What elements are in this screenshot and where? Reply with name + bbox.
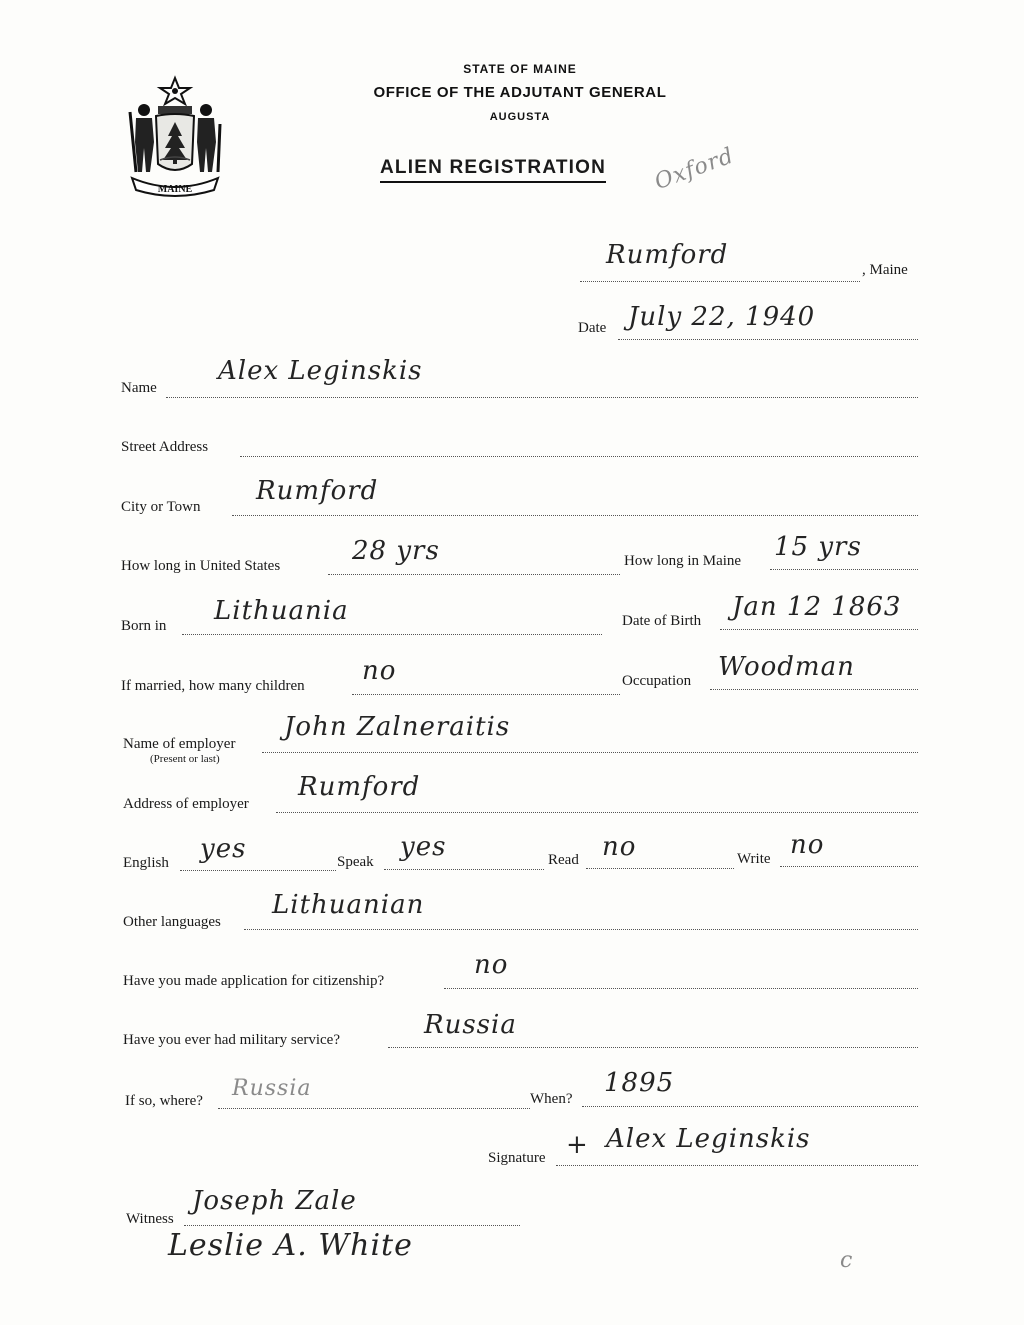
signature-line [556,1165,918,1166]
name-value: Alex Leginskis [218,356,423,386]
born-in-label: Born in [121,618,167,634]
read-line [586,868,734,869]
employer-label: Name of employer [123,736,236,752]
dob-label: Date of Birth [622,613,702,629]
military-line [388,1047,918,1048]
signature-mark: + [566,1130,589,1160]
dob-value: Jan 12 1863 [732,592,902,622]
english-label: English [123,855,169,871]
years-us-value: 28 yrs [352,536,440,566]
city-heading: AUGUSTA [489,111,551,123]
place-line [580,281,860,282]
when-line [582,1106,918,1107]
street-address-label: Street Address [121,439,209,455]
employer-value: John Zalneraitis [284,712,511,742]
born-in-value: Lithuania [214,596,349,626]
write-label: Write [737,851,771,867]
children-label: If married, how many children [121,678,305,694]
witness-label: Witness [126,1211,174,1227]
place-suffix: , Maine [862,262,908,278]
employer-line [262,752,918,753]
form-title: ALIEN REGISTRATION [380,157,606,183]
write-line [780,866,918,867]
years-maine-label: How long in Maine [624,553,742,569]
other-languages-line [244,929,918,930]
citizenship-value: no [474,950,509,980]
witness-signature-2: Leslie A. White [168,1228,413,1263]
office-heading: OFFICE OF THE ADJUTANT GENERAL [373,84,667,101]
witness-signature-1: Joseph Zale [192,1186,357,1216]
english-line [180,870,336,871]
write-value: no [790,830,825,860]
employer-sublabel: (Present or last) [150,753,220,765]
military-label: Have you ever had military service? [123,1032,340,1048]
street-address-line [240,456,918,457]
place-value: Rumford [606,240,729,270]
city-label: City or Town [121,499,201,515]
other-languages-value: Lithuanian [272,890,425,920]
date-value: July 22, 1940 [628,302,816,332]
where-value: Russia [232,1076,312,1101]
other-languages-label: Other languages [123,914,221,930]
occupation-label: Occupation [622,673,692,689]
occupation-line [710,689,918,690]
years-us-label: How long in United States [121,558,281,574]
citizenship-label: Have you made application for citizenship? [123,973,385,989]
date-label: Date [578,320,607,336]
years-us-line [328,574,620,575]
children-line [352,694,620,695]
seal-banner-text: MAINE [157,184,193,195]
years-maine-value: 15 yrs [774,532,862,562]
state-heading: STATE OF MAINE [463,62,577,76]
witness-line [184,1225,520,1226]
occupation-value: Woodman [718,652,855,682]
corner-mark: c [840,1248,854,1273]
citizenship-line [444,988,918,989]
pencil-annotation: Oxford [651,143,738,195]
years-maine-line [770,569,918,570]
when-label: When? [530,1091,573,1107]
signature-label: Signature [488,1150,546,1166]
where-label: If so, where? [125,1093,203,1109]
city-line [232,515,918,516]
employer-address-line [276,812,918,813]
military-value: Russia [424,1010,517,1040]
employer-address-label: Address of employer [123,796,249,812]
where-line [218,1108,530,1109]
name-label: Name [121,380,157,396]
english-value: yes [200,834,247,864]
signature-value: Alex Leginskis [606,1124,811,1154]
when-value: 1895 [604,1068,675,1098]
speak-label: Speak [337,854,374,870]
maine-state-seal [122,72,228,200]
read-value: no [602,832,637,862]
city-value: Rumford [256,476,379,506]
employer-address-value: Rumford [298,772,421,802]
children-value: no [362,656,397,686]
speak-line [384,869,544,870]
date-line [618,339,918,340]
read-label: Read [548,852,579,868]
speak-value: yes [400,832,447,862]
born-in-line [182,634,602,635]
name-line [166,397,918,398]
dob-line [720,629,918,630]
